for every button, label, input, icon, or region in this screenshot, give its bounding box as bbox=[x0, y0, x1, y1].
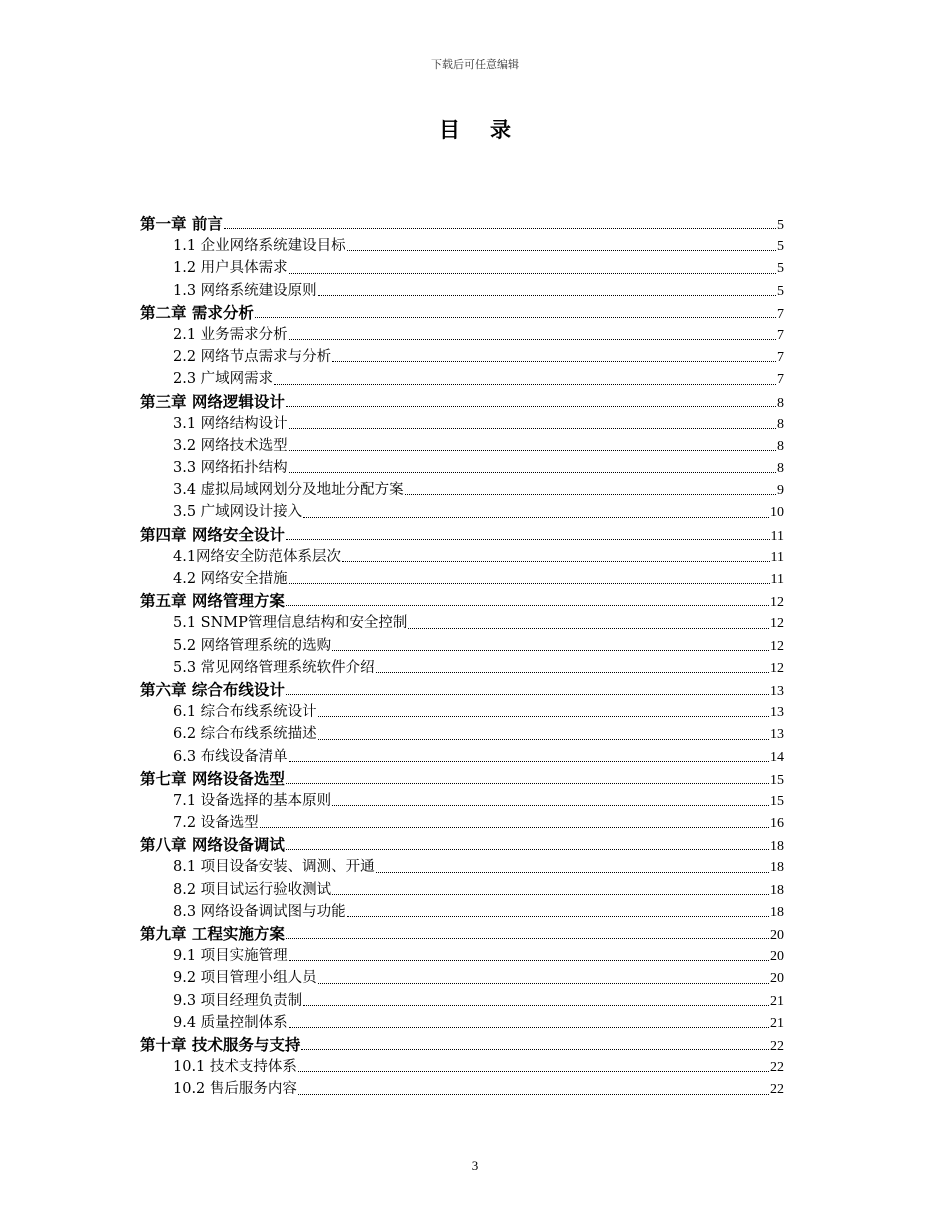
dot-leader bbox=[224, 227, 776, 229]
toc-section-entry[interactable] bbox=[140, 1078, 784, 1100]
dot-leader bbox=[286, 848, 769, 850]
dot-leader bbox=[376, 671, 769, 673]
toc-section-entry[interactable] bbox=[140, 346, 784, 368]
toc-entry-label: 第九章 工程实施方案 bbox=[140, 925, 285, 943]
toc-entry-label: 8.3 网络设备调试图与功能 bbox=[173, 903, 346, 920]
toc-section-entry[interactable] bbox=[140, 257, 784, 279]
toc-title: 目录 bbox=[439, 118, 541, 142]
dot-leader bbox=[318, 294, 776, 296]
dot-leader bbox=[332, 804, 769, 806]
toc-entry-label: 第四章 网络安全设计 bbox=[140, 525, 285, 544]
dot-leader bbox=[289, 471, 776, 473]
toc-chapter-entry[interactable] bbox=[140, 834, 784, 856]
dot-leader bbox=[405, 493, 776, 495]
toc-entry-label: 9.4 质量控制体系 bbox=[173, 1014, 288, 1031]
toc-entry-page-number: 7 bbox=[777, 350, 784, 366]
toc-entry-page-number: 8 bbox=[777, 461, 784, 477]
toc-entry-page-number: 13 bbox=[770, 683, 784, 699]
toc-entry-label: 4.1网络安全防范体系层次 bbox=[173, 548, 342, 565]
dot-leader bbox=[289, 338, 776, 340]
toc-entry-page-number: 20 bbox=[770, 928, 784, 943]
toc-entry-label: 1.2 用户具体需求 bbox=[173, 260, 288, 277]
toc-entry-page-number: 22 bbox=[770, 1038, 784, 1054]
toc-section-entry[interactable] bbox=[140, 368, 784, 390]
dot-leader bbox=[347, 249, 776, 251]
toc-chapter-entry[interactable] bbox=[140, 213, 784, 235]
toc-entry-label: 5.1 SNMP管理信息结构和安全控制 bbox=[173, 615, 408, 632]
dot-leader bbox=[318, 982, 769, 984]
toc-section-entry[interactable] bbox=[140, 723, 784, 745]
dot-leader bbox=[298, 1093, 769, 1095]
toc-entry-page-number: 14 bbox=[770, 749, 784, 765]
dot-leader bbox=[286, 693, 769, 695]
toc-section-entry[interactable] bbox=[140, 701, 784, 723]
toc-section-entry[interactable] bbox=[140, 546, 784, 568]
toc-section-entry[interactable] bbox=[140, 635, 784, 657]
toc-section-entry[interactable] bbox=[140, 790, 784, 812]
toc-entry-label: 8.2 项目试运行验收测试 bbox=[173, 881, 332, 898]
toc-entry-label: 第五章 网络管理方案 bbox=[140, 592, 285, 611]
toc-entry-page-number: 8 bbox=[777, 438, 784, 454]
toc-chapter-entry[interactable] bbox=[140, 524, 784, 546]
toc-entry-page-number: 11 bbox=[770, 572, 784, 587]
toc-entry-label: 第二章 需求分析 bbox=[140, 303, 254, 322]
toc-entry-page-number: 12 bbox=[770, 638, 784, 654]
toc-chapter-entry[interactable] bbox=[140, 391, 784, 413]
toc-entry-page-number: 18 bbox=[770, 904, 784, 920]
toc-entry-page-number: 11 bbox=[770, 528, 784, 544]
toc-entry-label: 4.2 网络安全措施 bbox=[173, 571, 288, 587]
toc-chapter-entry[interactable] bbox=[140, 1034, 784, 1056]
dot-leader bbox=[332, 649, 769, 651]
toc-entry-label: 第八章 网络设备调试 bbox=[140, 836, 285, 855]
toc-section-entry[interactable] bbox=[140, 235, 784, 257]
table-of-contents bbox=[140, 213, 784, 1101]
dot-leader bbox=[342, 560, 769, 562]
toc-entry-label: 9.2 项目管理小组人员 bbox=[173, 970, 317, 987]
toc-entry-page-number: 5 bbox=[777, 239, 784, 255]
dot-leader bbox=[376, 871, 769, 873]
toc-section-entry[interactable] bbox=[140, 990, 784, 1012]
toc-entry-label: 2.1 业务需求分析 bbox=[173, 326, 288, 343]
toc-entry-page-number: 16 bbox=[770, 816, 784, 832]
toc-entry-page-number: 8 bbox=[777, 416, 784, 432]
toc-section-entry[interactable] bbox=[140, 856, 784, 878]
dot-leader bbox=[289, 1026, 769, 1028]
toc-entry-page-number: 5 bbox=[777, 261, 784, 277]
dot-leader bbox=[303, 516, 769, 518]
toc-entry-label: 7.1 设备选择的基本原则 bbox=[173, 792, 332, 809]
toc-entry-page-number: 20 bbox=[770, 949, 784, 965]
toc-entry-label: 第三章 网络逻辑设计 bbox=[140, 392, 285, 411]
toc-entry-label: 10.1 技术支持体系 bbox=[173, 1059, 297, 1076]
dot-leader bbox=[301, 1048, 769, 1050]
dot-leader bbox=[286, 604, 769, 606]
toc-entry-label: 2.2 网络节点需求与分析 bbox=[173, 349, 332, 366]
toc-entry-page-number: 22 bbox=[770, 1082, 784, 1098]
toc-chapter-entry[interactable] bbox=[140, 679, 784, 701]
toc-section-entry[interactable] bbox=[140, 280, 784, 302]
toc-section-entry[interactable] bbox=[140, 657, 784, 679]
toc-entry-page-number: 18 bbox=[770, 839, 784, 855]
dot-leader bbox=[289, 582, 770, 584]
dot-leader bbox=[289, 427, 776, 429]
toc-section-entry[interactable] bbox=[140, 568, 784, 590]
toc-entry-label: 3.3 网络拓扑结构 bbox=[173, 460, 288, 477]
toc-chapter-entry[interactable] bbox=[140, 923, 784, 945]
toc-section-entry[interactable] bbox=[140, 1012, 784, 1034]
toc-entry-page-number: 8 bbox=[777, 395, 784, 411]
dot-leader bbox=[286, 405, 776, 407]
dot-leader bbox=[318, 715, 769, 717]
toc-entry-label: 第六章 综合布线设计 bbox=[140, 680, 285, 699]
toc-section-entry[interactable] bbox=[140, 945, 784, 967]
toc-entry-label: 3.5 广域网设计接入 bbox=[173, 504, 303, 521]
toc-entry-label: 第十章 技术服务与支持 bbox=[140, 1035, 301, 1054]
toc-entry-label: 7.2 设备选型 bbox=[173, 815, 259, 832]
dot-leader bbox=[289, 272, 776, 274]
dot-leader bbox=[286, 538, 770, 540]
toc-entry-page-number: 15 bbox=[770, 793, 784, 809]
toc-section-entry[interactable] bbox=[140, 479, 784, 501]
toc-entry-label: 8.1 项目设备安装、调测、开通 bbox=[173, 859, 375, 876]
toc-entry-label: 第一章 前言 bbox=[140, 215, 223, 233]
toc-entry-page-number: 12 bbox=[770, 616, 784, 632]
toc-entry-page-number: 10 bbox=[770, 505, 784, 521]
toc-entry-label: 3.4 虚拟局域网划分及地址分配方案 bbox=[173, 482, 404, 499]
dot-leader bbox=[303, 1004, 769, 1006]
toc-section-entry[interactable] bbox=[140, 1056, 784, 1078]
dot-leader bbox=[408, 627, 769, 629]
toc-entry-label: 5.3 常见网络管理系统软件介绍 bbox=[173, 659, 375, 676]
toc-entry-page-number: 21 bbox=[770, 993, 784, 1009]
toc-entry-label: 6.3 布线设备清单 bbox=[173, 748, 288, 765]
toc-entry-label: 6.1 综合布线系统设计 bbox=[173, 704, 317, 721]
toc-entry-label: 3.2 网络技术选型 bbox=[173, 437, 288, 454]
dot-leader bbox=[289, 959, 769, 961]
toc-entry-page-number: 13 bbox=[770, 727, 784, 743]
toc-section-entry[interactable] bbox=[140, 901, 784, 923]
toc-section-entry[interactable] bbox=[140, 457, 784, 479]
dot-leader bbox=[289, 760, 769, 762]
toc-entry-page-number: 18 bbox=[770, 860, 784, 876]
dot-leader bbox=[286, 782, 769, 784]
dot-leader bbox=[289, 449, 776, 451]
toc-entry-label: 3.1 网络结构设计 bbox=[173, 415, 288, 432]
toc-entry-page-number: 15 bbox=[770, 772, 784, 788]
toc-entry-page-number: 13 bbox=[770, 705, 784, 721]
dot-leader bbox=[332, 893, 769, 895]
toc-entry-page-number: 22 bbox=[770, 1060, 784, 1076]
toc-entry-label: 6.2 综合布线系统描述 bbox=[173, 726, 317, 743]
toc-section-entry[interactable] bbox=[140, 812, 784, 834]
toc-entry-page-number: 12 bbox=[770, 660, 784, 676]
dot-leader bbox=[332, 360, 776, 362]
toc-entry-label: 9.1 项目实施管理 bbox=[173, 948, 288, 965]
toc-entry-label: 10.2 售后服务内容 bbox=[173, 1081, 297, 1098]
page-header: 下载后可任意编辑 bbox=[431, 58, 519, 71]
dot-leader bbox=[260, 826, 769, 828]
toc-entry-label: 1.3 网络系统建设原则 bbox=[173, 282, 317, 299]
toc-section-entry[interactable] bbox=[140, 413, 784, 435]
toc-section-entry[interactable] bbox=[140, 435, 784, 457]
toc-entry-page-number: 7 bbox=[777, 372, 784, 388]
dot-leader bbox=[298, 1070, 769, 1072]
toc-entry-page-number: 7 bbox=[777, 306, 784, 322]
toc-entry-page-number: 21 bbox=[770, 1015, 784, 1031]
toc-entry-page-number: 11 bbox=[770, 549, 784, 565]
toc-entry-page-number: 20 bbox=[770, 971, 784, 987]
toc-chapter-entry[interactable] bbox=[140, 768, 784, 790]
toc-section-entry[interactable] bbox=[140, 612, 784, 634]
page-number: 3 bbox=[471, 1158, 479, 1173]
toc-chapter-entry[interactable] bbox=[140, 590, 784, 612]
toc-entry-page-number: 5 bbox=[777, 283, 784, 299]
toc-entry-page-number: 9 bbox=[777, 483, 784, 499]
toc-entry-page-number: 7 bbox=[777, 327, 784, 343]
dot-leader bbox=[347, 915, 769, 917]
toc-section-entry[interactable] bbox=[140, 879, 784, 901]
dot-leader bbox=[274, 383, 776, 385]
toc-section-entry[interactable] bbox=[140, 324, 784, 346]
toc-entry-label: 1.1 企业网络系统建设目标 bbox=[173, 238, 346, 255]
toc-entry-label: 9.3 项目经理负责制 bbox=[173, 992, 303, 1009]
toc-entry-page-number: 18 bbox=[770, 882, 784, 898]
toc-section-entry[interactable] bbox=[140, 746, 784, 768]
dot-leader bbox=[255, 316, 776, 318]
toc-chapter-entry[interactable] bbox=[140, 302, 784, 324]
toc-entry-label: 第七章 网络设备选型 bbox=[140, 769, 285, 788]
toc-section-entry[interactable] bbox=[140, 967, 784, 989]
dot-leader bbox=[318, 738, 769, 740]
toc-entry-label: 5.2 网络管理系统的选购 bbox=[173, 637, 332, 654]
toc-entry-page-number: 12 bbox=[770, 595, 784, 611]
toc-section-entry[interactable] bbox=[140, 501, 784, 523]
toc-entry-page-number: 5 bbox=[777, 218, 784, 233]
toc-entry-label: 2.3 广域网需求 bbox=[173, 371, 274, 388]
dot-leader bbox=[286, 937, 769, 939]
